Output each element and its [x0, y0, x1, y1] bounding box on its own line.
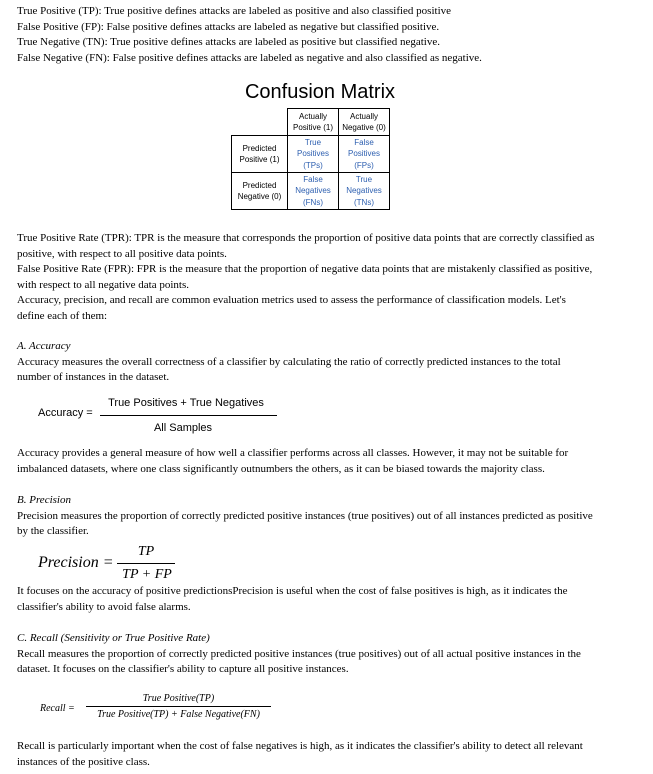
- accuracy-formula-label: Accuracy =: [38, 407, 93, 419]
- recall-formula-numerator: True Positive(TP): [142, 693, 215, 704]
- accuracy-fraction-bar: [100, 415, 277, 416]
- precision-desc-1: Precision measures the proportion of correctly predicted positive instances (true positives) out of all instances predicted as positive: [17, 509, 593, 522]
- cell-false-negatives: False Negatives (FNs): [288, 173, 339, 210]
- recall-section: [17, 631, 633, 678]
- precision-formula-denominator: TP + FP: [122, 567, 172, 582]
- precision-fraction-bar: [117, 563, 175, 564]
- intro-line-2: define each of them:: [17, 309, 108, 322]
- definition-fn: False Negative (FN): False positive defines attacks are labeled as negative and also classified as negative.: [17, 51, 482, 64]
- accuracy-desc-1: Accuracy measures the overall correctness of a classifier by calculating the ratio of correctly predicted instances to the total: [17, 355, 561, 368]
- definition-tn: True Negative (TN): True positive defines attacks are labeled as positive but classified negative.: [17, 36, 440, 48]
- row-header-predicted-positive: Predicted Positive (1): [232, 136, 288, 173]
- definition-fp: False Positive (FP): False positive defines attacks are labeled as negative but classified positive.: [17, 20, 440, 33]
- confusion-matrix-table: [231, 108, 390, 210]
- confusion-matrix-title: Confusion Matrix: [244, 81, 396, 103]
- recall-formula-denominator: True Positive(TP) + False Negative(FN): [97, 709, 260, 720]
- recall-note-2: instances of the positive class.: [17, 755, 150, 768]
- accuracy-heading: A. Accuracy: [17, 340, 71, 352]
- precision-section: [17, 493, 633, 540]
- precision-note: [17, 584, 633, 615]
- precision-formula-label: Precision =: [38, 554, 114, 571]
- accuracy-note-1: Accuracy provides a general measure of how well a classifier performs across all classes. However, it may not be suitable for: [17, 447, 569, 459]
- cell-true-negatives: True Negatives (TNs): [339, 173, 390, 210]
- accuracy-desc-2: number of instances in the dataset.: [17, 371, 170, 383]
- recall-fraction-bar: [86, 706, 271, 707]
- tpr-line-2: positive, with respect to all positive data points.: [17, 247, 227, 260]
- row-header-predicted-negative: Predicted Negative (0): [232, 173, 288, 210]
- col-header-actually-negative: Actually Negative (0): [339, 109, 390, 136]
- intro-line-1: Accuracy, precision, and recall are common evaluation metrics used to assess the performance of classification models. Let's: [17, 294, 566, 306]
- accuracy-note: [17, 446, 633, 477]
- fpr-line-1: False Positive Rate (FPR): FPR is the measure that the proportion of negative data points that are mistakenly classified as positive,: [17, 263, 593, 275]
- recall-desc-2: dataset. It focuses on the classifier's ability to capture all positive instances.: [17, 663, 349, 675]
- fpr-line-2: with respect to all negative data points.: [17, 278, 189, 291]
- recall-formula-label: Recall =: [40, 703, 75, 714]
- precision-heading: B. Precision: [17, 494, 71, 506]
- accuracy-section: [17, 339, 633, 386]
- accuracy-formula-denominator: All Samples: [153, 422, 213, 434]
- cell-true-positives: True Positives (TPs): [288, 136, 339, 173]
- definition-tp: True Positive (TP): True positive defines attacks are labeled as positive and also classified positive: [17, 5, 452, 17]
- recall-note-1: Recall is particularly important when the cost of false negatives is high, as it indicates the classifier's ability to detect all relevant: [17, 740, 583, 752]
- accuracy-formula-numerator: True Positives + True Negatives: [108, 397, 264, 409]
- definitions-block: [17, 4, 633, 66]
- precision-desc-2: by the classifier.: [17, 525, 89, 537]
- cell-false-positives: False Positives (FPs): [339, 136, 390, 173]
- precision-formula-numerator: TP: [137, 544, 155, 559]
- precision-note-2: classifier's ability to avoid false alarms.: [17, 600, 191, 613]
- precision-note-1: It focuses on the accuracy of positive predictionsPrecision is useful when the cost of false positives is high, as it indicates the: [17, 585, 568, 597]
- recall-note: [17, 739, 633, 770]
- recall-desc-1: Recall measures the proportion of correctly predicted positive instances (true positives) out of all actual positive instances in the: [17, 647, 581, 660]
- tpr-line-1: True Positive Rate (TPR): TPR is the measure that corresponds the proportion of positive data points that are correctly classified as: [17, 232, 595, 244]
- accuracy-note-2: imbalanced datasets, where one class significantly outnumbers the others, as it can be biased towards the majority class.: [17, 462, 545, 475]
- rates-block: [17, 231, 633, 324]
- recall-heading: C. Recall (Sensitivity or True Positive Rate): [17, 632, 210, 644]
- col-header-actually-positive: Actually Positive (1): [288, 109, 339, 136]
